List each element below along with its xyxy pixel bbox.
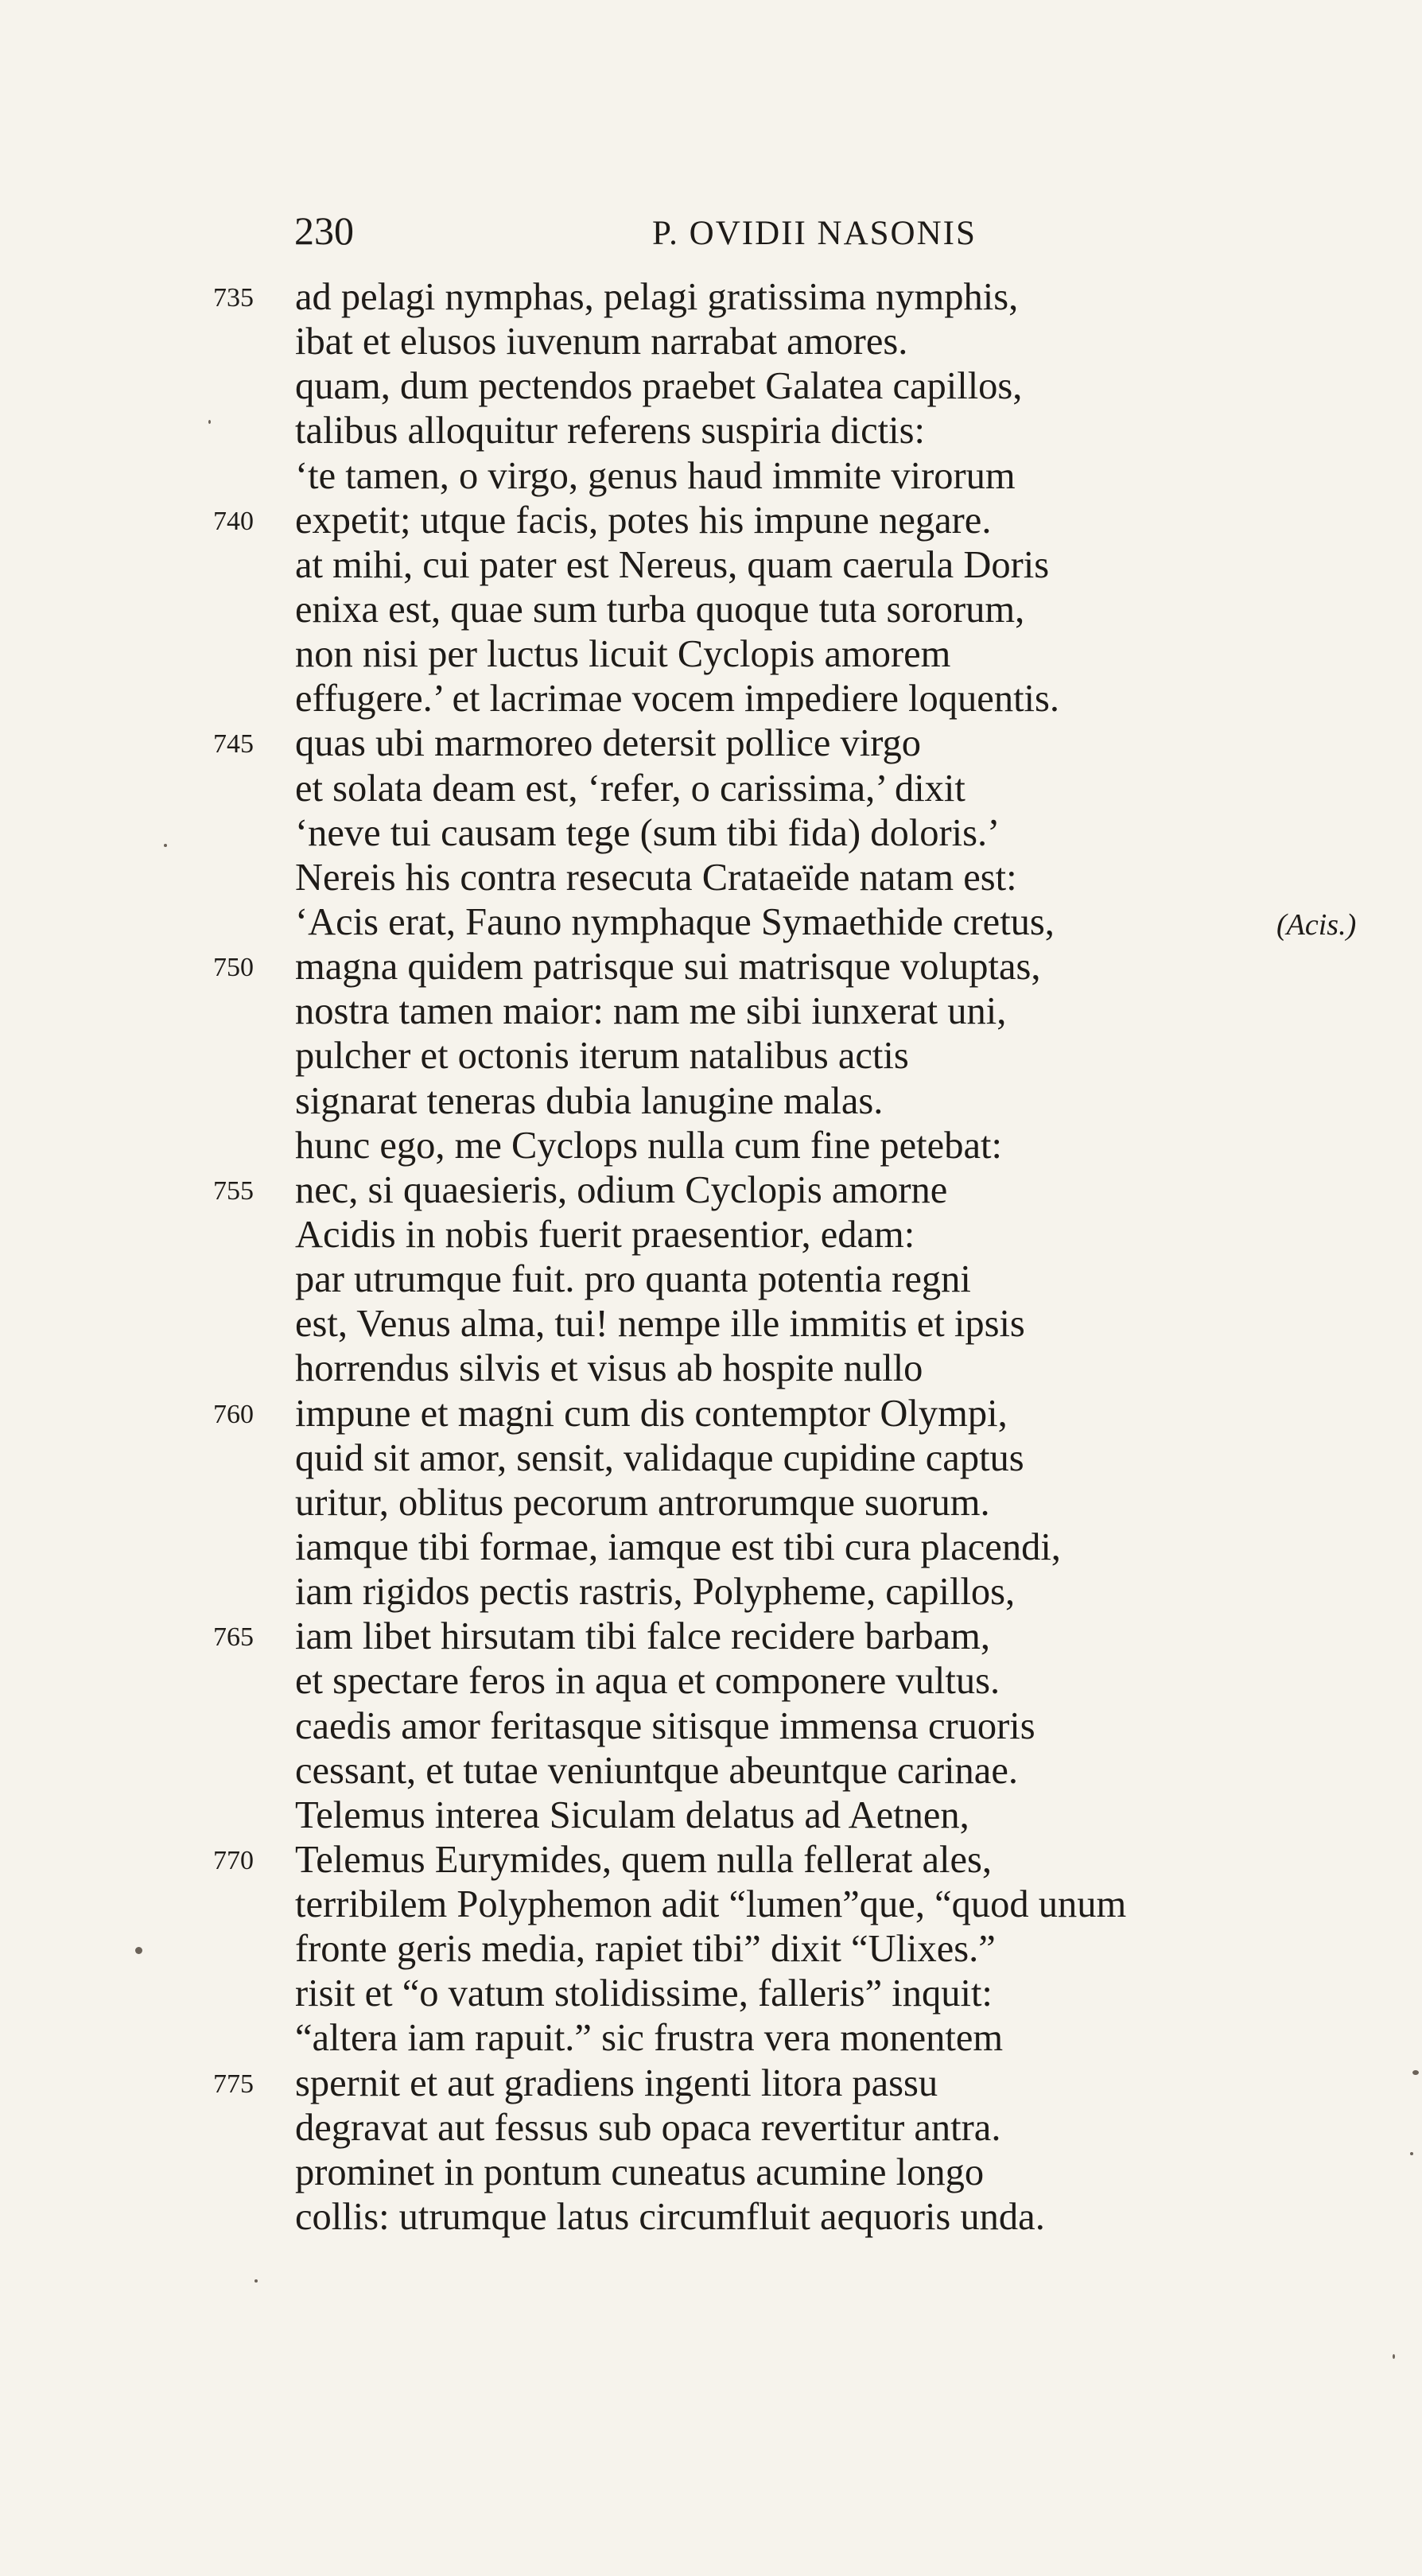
verse-text: Nereis his contra resecuta Crataeïde natam est: [295,856,1017,899]
verse-text: non nisi per luctus licuit Cyclopis amorem [295,633,951,676]
verse-line [0,899,1422,943]
line-number: 760 [213,1399,254,1429]
verse-line [0,2149,1422,2193]
verse-line [0,318,1422,363]
verse-text: “altera iam rapuit.” sic frustra vera monentem [295,2017,1004,2060]
verse-line [0,407,1422,452]
verse-line [0,675,1422,720]
verse-text: ‘Acis erat, Fauno nymphaque Symaethide cretus, [295,900,1055,943]
verse-line [0,1568,1422,1613]
verse-line [0,854,1422,899]
verse-text: uritur, oblitus pecorum antrorumque suorum. [295,1481,990,1524]
verse-text: quas ubi marmoreo detersit pollice virgo [295,722,922,765]
paper-speck [1412,2070,1419,2075]
verse-line [0,1703,1422,1747]
verse-line [0,1300,1422,1345]
verse-text: nec, si quaesieris, odium Cyclopis amorne [295,1168,948,1211]
paper-speck [164,844,167,847]
paper-speck [254,2279,258,2283]
verse-line [0,2193,1422,2238]
verse-line [0,1211,1422,1256]
verse-line [0,1345,1422,1389]
verse-line [0,720,1422,764]
verse-text: fronte geris media, rapiet tibi” dixit “Ulixes.” [295,1928,996,1971]
verse-line [0,1657,1422,1702]
line-number: 735 [213,283,254,313]
verse-text: caedis amor feritasque sitisque immensa cruoris [295,1704,1035,1747]
line-number: 755 [213,1175,254,1206]
paper-speck [1393,2354,1395,2359]
verse-text: Telemus Eurymides, quem nulla fellerat ales, [295,1838,993,1881]
verse-text: signarat teneras dubia lanugine malas. [295,1079,884,1122]
verse-block [0,274,1422,2238]
verse-line [0,1078,1422,1122]
verse-line [0,1524,1422,1568]
line-number: 750 [213,953,254,983]
verse-text: iamque tibi formae, iamque est tibi cura placendi, [295,1525,1061,1568]
verse-line [0,2060,1422,2104]
verse-line [0,1435,1422,1479]
verse-text: horrendus silvis et visus ab hospite nullo [295,1347,923,1390]
verse-line [0,1256,1422,1300]
line-number: 775 [213,2069,254,2099]
verse-text: hunc ego, me Cyclops nulla cum fine petebat: [295,1124,1002,1167]
verse-line [0,1747,1422,1792]
verse-text: iam rigidos pectis rastris, Polypheme, capillos, [295,1571,1016,1614]
verse-text: degravat aut fessus sub opaca revertitur antra. [295,2106,1001,2149]
verse-line [0,542,1422,586]
verse-line [0,1881,1422,1925]
verse-text: ‘te tamen, o virgo, genus haud immite virorum [295,454,1016,497]
verse-text: collis: utrumque latus circumfluit aequoris unda. [295,2196,1045,2239]
verse-text: ad pelagi nymphas, pelagi gratissima nymphis, [295,276,1019,318]
line-number: 765 [213,1622,254,1653]
verse-line [0,1613,1422,1657]
line-number: 745 [213,729,254,760]
verse-line [0,631,1422,675]
verse-text: prominet in pontum cuneatus acumine longo [295,2151,985,2193]
verse-line [0,1032,1422,1077]
verse-line [0,1167,1422,1211]
line-number: 740 [213,506,254,536]
verse-text: enixa est, quae sum turba quoque tuta sororum, [295,588,1025,631]
verse-text: Acidis in nobis fuerit praesentior, edam: [295,1213,915,1256]
verse-line [0,1122,1422,1167]
verse-text: spernit et aut gradiens ingenti litora passu [295,2061,938,2104]
verse-text: magna quidem patrisque sui matrisque voluptas, [295,946,1041,989]
paper-speck [1410,2152,1413,2155]
verse-line [0,497,1422,542]
verse-line [0,810,1422,854]
verse-text: at mihi, cui pater est Nereus, quam caerula Doris [295,543,1050,586]
verse-text: cessant, et tutae veniuntque abeuntque carinae. [295,1749,1018,1792]
verse-line [0,943,1422,988]
running-head: P. OVIDII NASONIS [652,215,977,252]
verse-line [0,453,1422,497]
verse-line [0,586,1422,631]
verse-text: terribilem Polyphemon adit “lumen”que, “quod unum [295,1883,1127,1926]
verse-text: pulcher et octonis iterum natalibus actis [295,1035,909,1078]
verse-text: impune et magni cum dis contemptor Olympi, [295,1392,1008,1435]
verse-line [0,1792,1422,1836]
verse-text: effugere.’ et lacrimae vocem impediere loquentis. [295,678,1060,721]
verse-line [0,1970,1422,2015]
verse-text: ‘neve tui causam tege (sum tibi fida) doloris.’ [295,811,1000,854]
verse-text: expetit; utque facis, potes his impune negare. [295,499,992,542]
verse-line [0,988,1422,1032]
verse-line [0,2015,1422,2059]
verse-text: quid sit amor, sensit, validaque cupidine captus [295,1436,1024,1479]
verse-line [0,765,1422,810]
verse-text: par utrumque fuit. pro quanta potentia regni [295,1258,971,1301]
verse-text: est, Venus alma, tui! nempe ille immitis et ipsis [295,1303,1025,1346]
verse-text: iam libet hirsutam tibi falce recidere barbam, [295,1615,990,1658]
margin-note: (Acis.) [1276,907,1357,942]
verse-line [0,274,1422,318]
verse-line [0,1836,1422,1881]
verse-line [0,363,1422,407]
verse-text: Telemus interea Siculam delatus ad Aetnen, [295,1793,969,1836]
verse-text: ibat et elusos iuvenum narrabat amores. [295,321,908,363]
verse-text: risit et “o vatum stolidissime, falleris” inquit: [295,1972,993,2015]
verse-line [0,2104,1422,2149]
verse-text: quam, dum pectendos praebet Galatea capillos, [295,365,1023,408]
verse-line [0,1479,1422,1524]
verse-line [0,1390,1422,1435]
paper-speck [208,420,211,424]
page-number: 230 [294,208,354,253]
verse-text: et solata deam est, ‘refer, o carissima,’ dixit [295,767,965,810]
verse-text: talibus alloquitur referens suspiria dictis: [295,410,925,453]
verse-line [0,1925,1422,1970]
verse-text: et spectare feros in aqua et componere vultus. [295,1660,1000,1703]
line-number: 770 [213,1845,254,1875]
verse-text: nostra tamen maior: nam me sibi iunxerat uni, [295,990,1007,1033]
paper-speck [135,1947,142,1954]
